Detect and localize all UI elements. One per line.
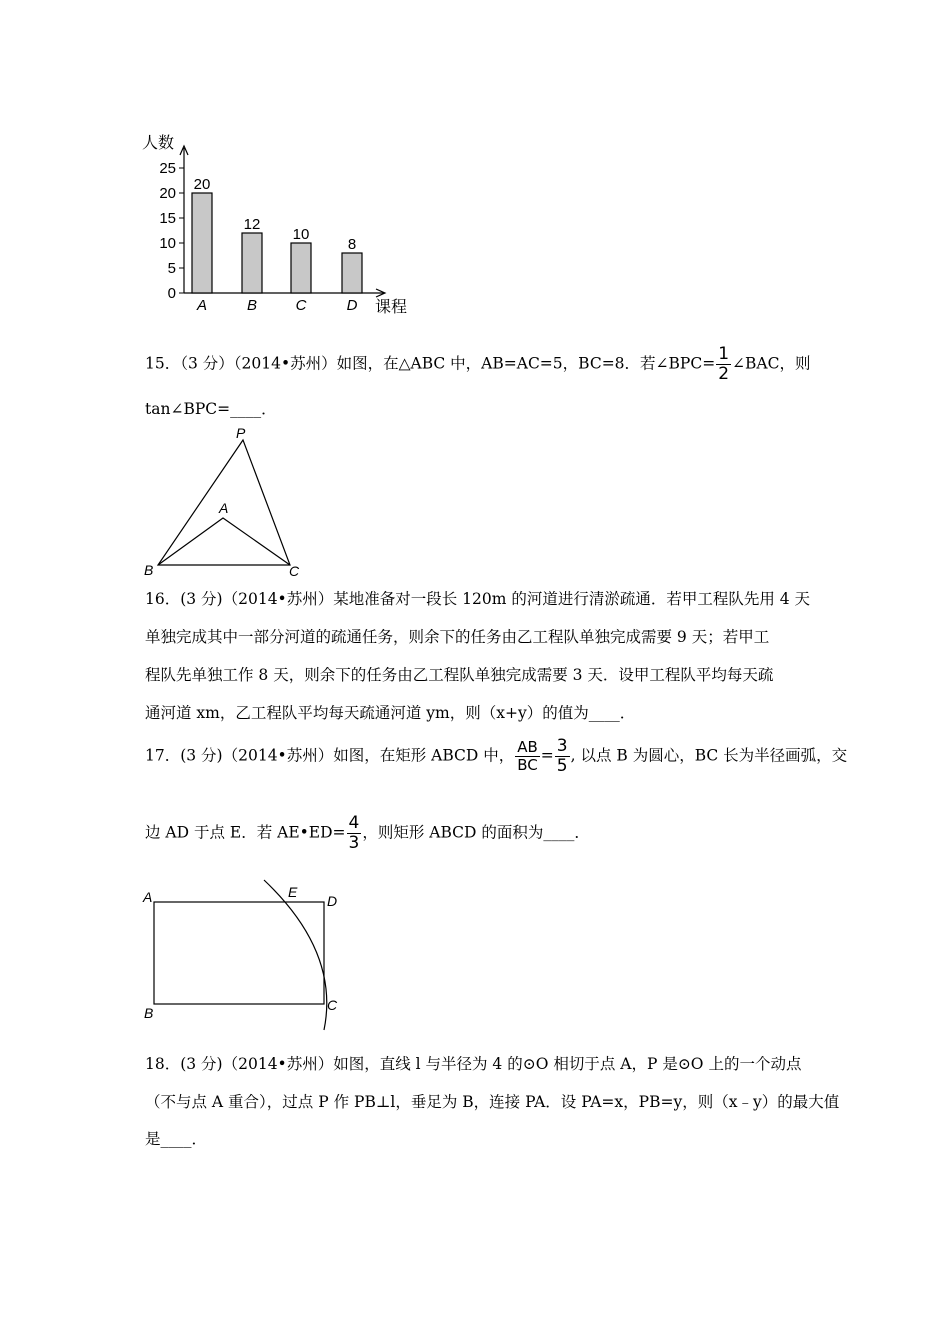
bar-C bbox=[291, 243, 311, 293]
label-C: C bbox=[327, 997, 338, 1013]
q17-text-a: 17．(3 分)（2014•苏州）如图，在矩形 ABCD 中， bbox=[145, 746, 515, 765]
x-axis-label: 课程 bbox=[375, 299, 408, 316]
bar-value-label-A: 20 bbox=[193, 176, 211, 193]
q17-rectangle-figure bbox=[140, 872, 350, 1032]
q17-text-d: ，则矩形 ABCD 的面积为____． bbox=[362, 823, 590, 842]
q15-text-a: 15．（3 分）（2014•苏州）如图，在△ABC 中，AB=AC=5，BC=8．若∠BPC= bbox=[145, 354, 716, 373]
q15-fraction bbox=[716, 346, 731, 383]
triangle-abc-sides bbox=[158, 518, 290, 565]
q17-frac1-den: BC bbox=[517, 756, 538, 774]
q17-frac2-den: 5 bbox=[556, 756, 568, 776]
q18-line3: 是____． bbox=[145, 1130, 208, 1148]
q17-fraction-ab-bc bbox=[515, 740, 540, 773]
q15-line2: tan∠BPC=____． bbox=[145, 400, 277, 418]
y-tick-label: 0 bbox=[167, 285, 176, 302]
y-tick-label: 5 bbox=[167, 260, 176, 277]
label-C: C bbox=[289, 563, 300, 579]
q15-triangle-figure bbox=[140, 425, 310, 580]
x-tick-label-A: A bbox=[196, 297, 208, 314]
x-tick-label-C: C bbox=[295, 297, 307, 314]
q17-fraction-3-5 bbox=[555, 738, 570, 775]
x-tick-label-B: B bbox=[246, 297, 258, 314]
q17-frac3-num: 4 bbox=[348, 813, 360, 833]
y-tick-label: 15 bbox=[159, 210, 176, 227]
q17-frac2-num: 3 bbox=[556, 736, 568, 756]
label-E: E bbox=[288, 884, 298, 900]
label-D: D bbox=[327, 893, 338, 909]
bar-value-label-D: 8 bbox=[347, 236, 357, 253]
y-tick-label: 20 bbox=[159, 185, 176, 202]
label-A: A bbox=[143, 889, 153, 905]
q17-frac1-num: AB bbox=[517, 738, 538, 756]
q15-frac-den: 2 bbox=[718, 364, 730, 384]
rectangle-abcd bbox=[154, 902, 324, 1004]
label-P: P bbox=[236, 425, 246, 441]
q16-line1: 16．(3 分)（2014•苏州）某地准备对一段长 120m 的河道进行清淤疏通．若甲工程队先用 4 天 bbox=[145, 590, 811, 608]
q17-frac3-den: 3 bbox=[348, 833, 360, 853]
bar-D bbox=[342, 253, 362, 293]
bar-chart bbox=[140, 128, 420, 323]
q16-line4: 通河道 xm，乙工程队平均每天疏通河道 ym，则（x+y）的值为____． bbox=[145, 704, 636, 722]
bar-A bbox=[192, 193, 212, 293]
label-B: B bbox=[144, 1005, 154, 1021]
q16-line3: 程队先单独工作 8 天，则余下的任务由乙工程队单独完成需要 3 天．设甲工程队平均每天疏 bbox=[145, 666, 774, 684]
q15-line1 bbox=[145, 346, 810, 383]
q16-line2: 单独完成其中一部分河道的疏通任务，则余下的任务由乙工程队单独完成需要 9 天；若甲工 bbox=[145, 628, 770, 646]
label-A: A bbox=[219, 500, 229, 516]
q17-line1 bbox=[145, 738, 847, 775]
x-tick-label-D: D bbox=[346, 297, 358, 314]
y-tick-label: 10 bbox=[159, 235, 176, 252]
bar-value-label-B: 12 bbox=[243, 216, 261, 233]
q18-line2: （不与点 A 重合），过点 P 作 PB⊥l，垂足为 B，连接 PA．设 PA=x，PB=y，则（x﹣y）的最大值 bbox=[145, 1093, 840, 1111]
q15-frac-num: 1 bbox=[718, 344, 730, 364]
q18-line1: 18．(3 分)（2014•苏州）如图，直线 l 与半径为 4 的⊙O 相切于点 A，P 是⊙O 上的一个动点 bbox=[145, 1055, 802, 1073]
q17-line2 bbox=[145, 815, 590, 852]
bar-value-label-C: 10 bbox=[292, 226, 310, 243]
q17-fraction-4-3 bbox=[347, 815, 362, 852]
q17-equals: = bbox=[540, 746, 554, 765]
q15-text-b: ∠BAC，则 bbox=[732, 354, 811, 373]
label-B: B bbox=[144, 562, 154, 578]
q17-text-b: , 以点 B 为圆心，BC 长为半径画弧，交 bbox=[570, 746, 848, 765]
y-tick-label: 25 bbox=[159, 160, 176, 177]
bar-B bbox=[242, 233, 262, 293]
q17-text-c: 边 AD 于点 E．若 AE•ED= bbox=[145, 823, 346, 842]
y-axis-label: 人数 bbox=[142, 135, 175, 152]
